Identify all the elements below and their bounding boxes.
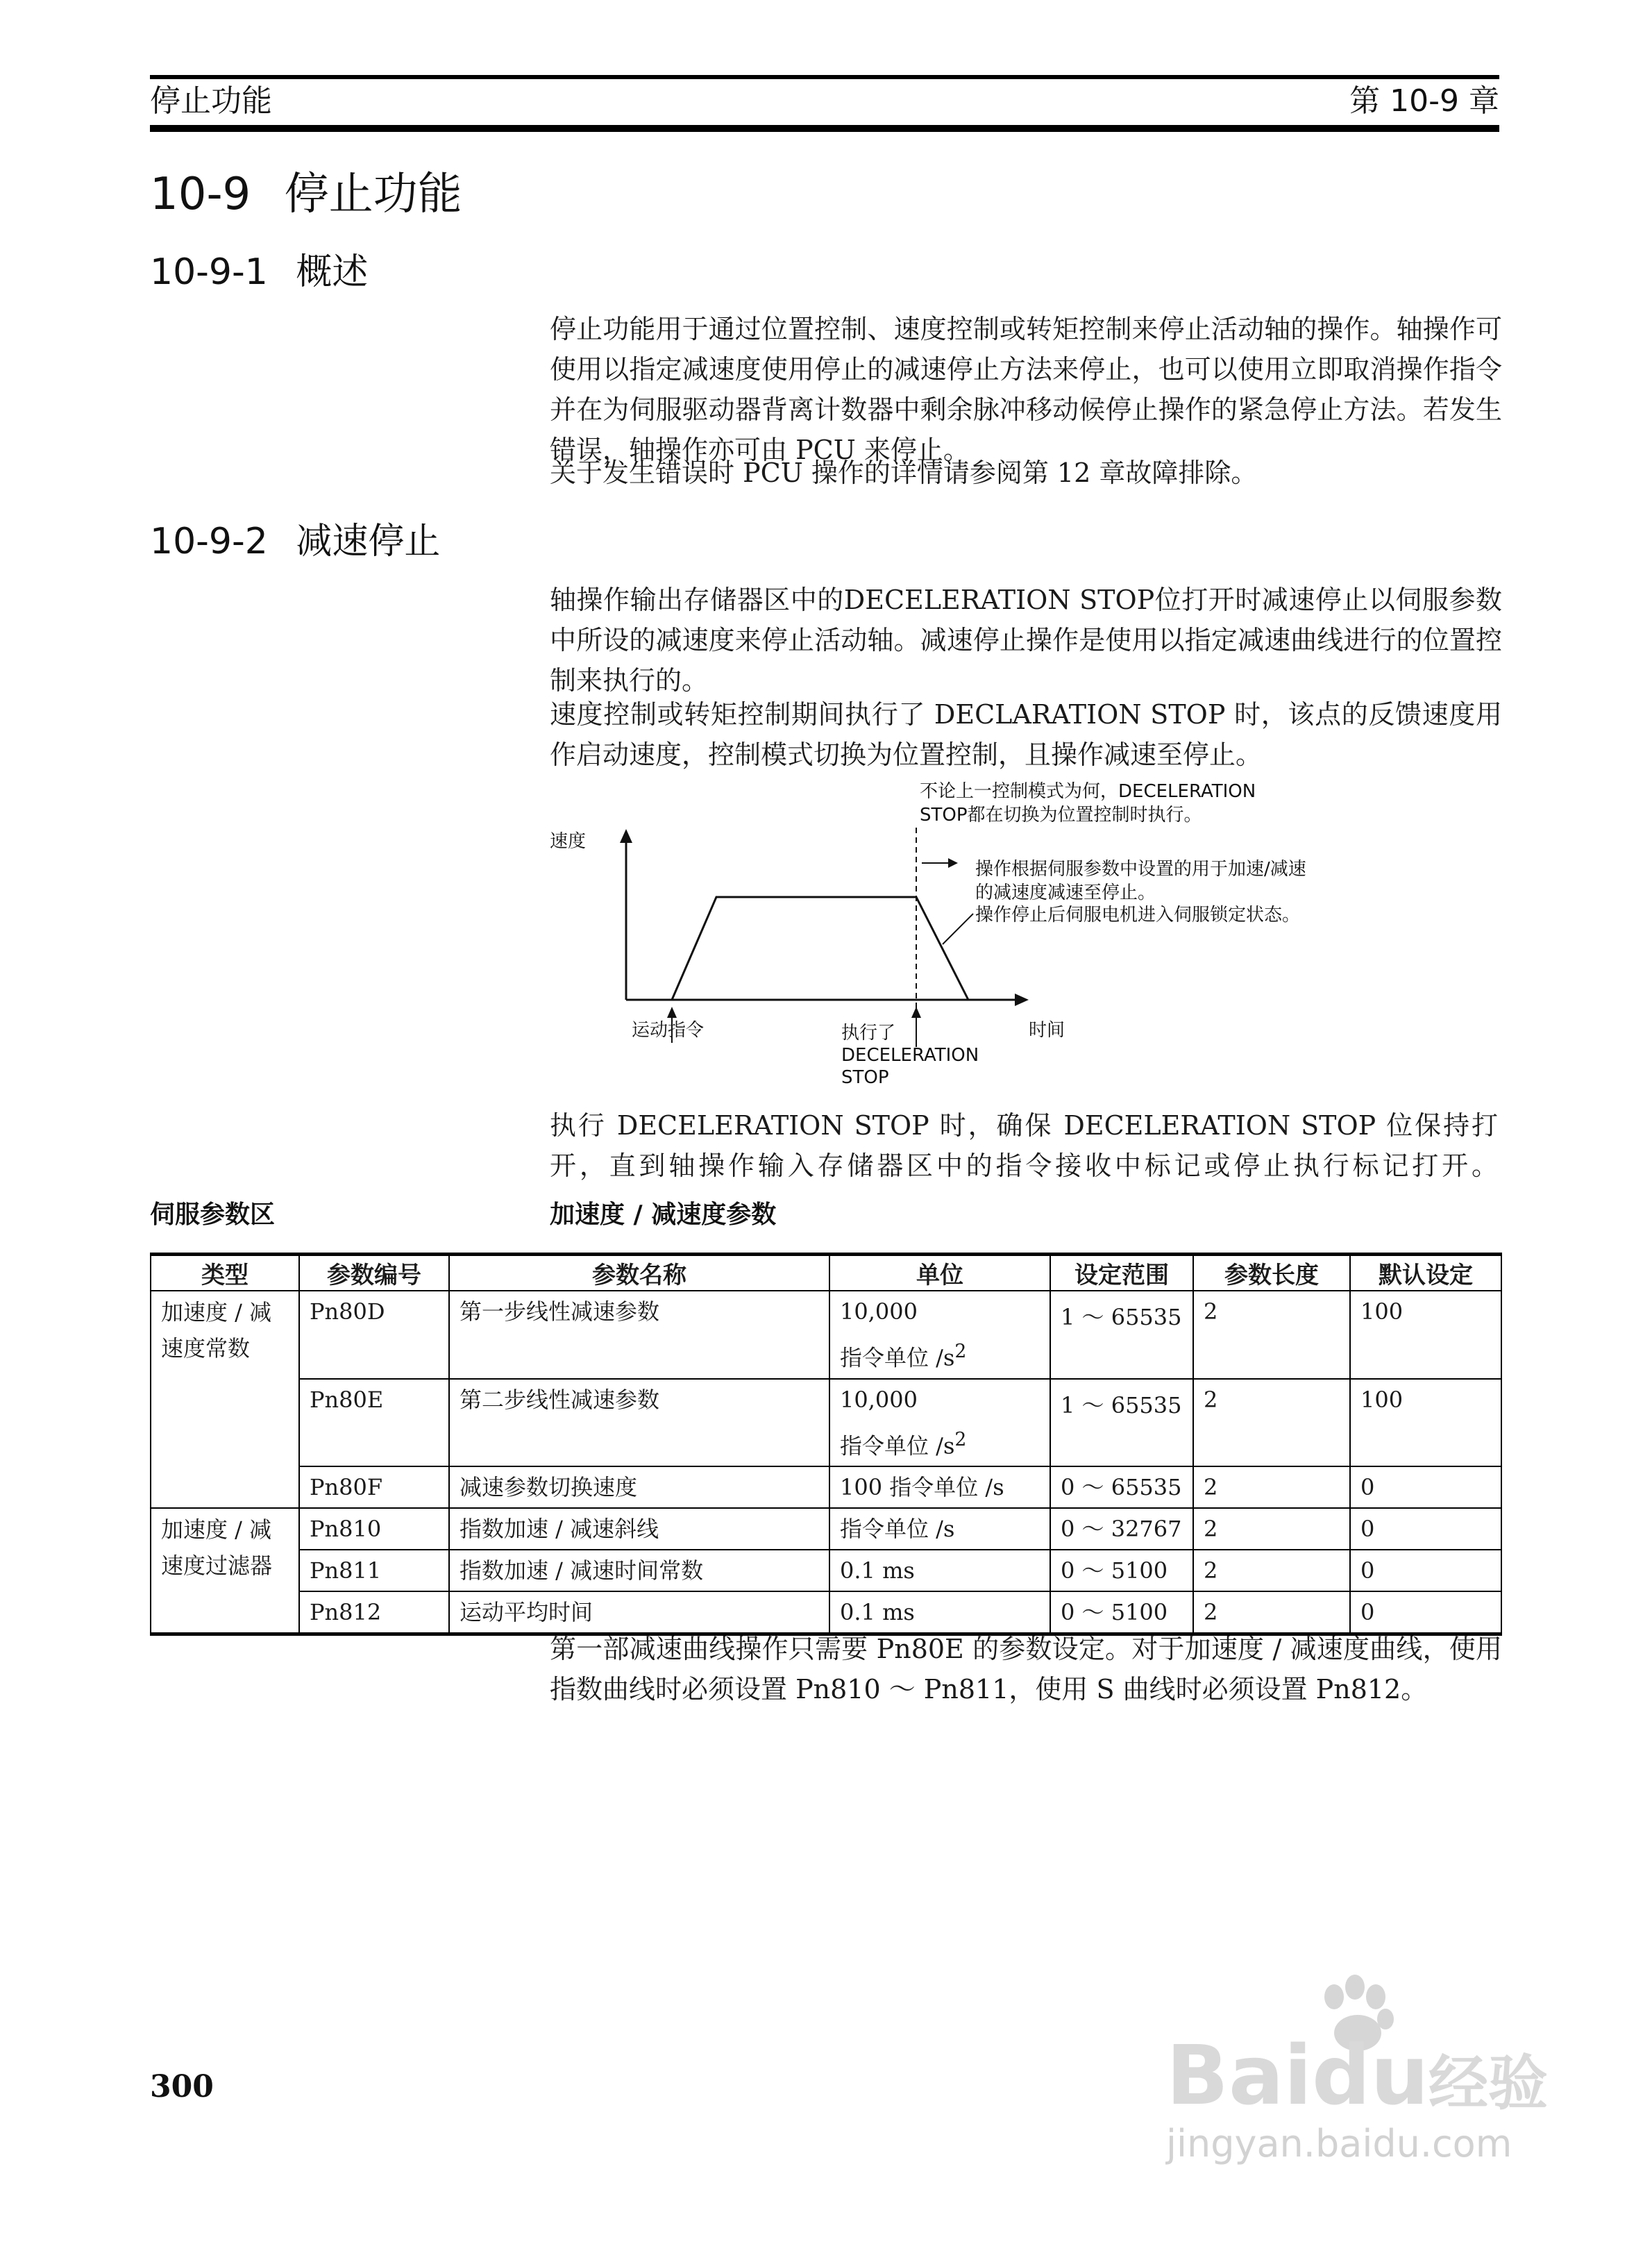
watermark-brand: Baidu [1166, 2027, 1429, 2123]
section-number: 10-9 [150, 169, 251, 220]
default-cell: 0 [1350, 1550, 1501, 1591]
subsection-decel-title [150, 519, 440, 564]
table-row [151, 1508, 1501, 1550]
watermark-cn: 经验 [1428, 2049, 1548, 2118]
diagram-note-top-2: STOP都在切换为位置控制时执行。 [920, 805, 1202, 826]
length-cell: 2 [1193, 1550, 1350, 1591]
table-row [151, 1466, 1501, 1508]
range-cell: 0 ～ 5100 [1050, 1591, 1193, 1634]
length-cell: 2 [1193, 1466, 1350, 1508]
diagram-start-arrowhead [667, 1007, 677, 1018]
type-text: 速度常数 [161, 1335, 251, 1362]
param-no-cell: Pn80F [299, 1466, 449, 1508]
parameter-table [150, 1253, 1502, 1636]
length-cell: 2 [1193, 1379, 1350, 1467]
col-header-range: 设定范围 [1050, 1255, 1193, 1291]
param-name-cell: 指数加速 / 减速斜线 [449, 1508, 829, 1550]
diagram-y-axis-arrow [620, 829, 632, 843]
param-no-cell: Pn812 [299, 1591, 449, 1634]
diagram-note-leader [943, 914, 973, 944]
param-no-cell: Pn80D [299, 1291, 449, 1379]
col-header-param-no: 参数编号 [299, 1255, 449, 1291]
servo-area-label: 伺服参数区 [150, 1200, 276, 1229]
default-cell: 100 [1350, 1379, 1501, 1467]
watermark-url: jingyan.baidu.com [1166, 2122, 1512, 2166]
range-cell: 0 ～ 65535 [1050, 1466, 1193, 1508]
unit-text: 指令单位 $/s^2$ [840, 1428, 967, 1459]
subsection-heading: 减速停止 [296, 521, 441, 562]
diagram-note-right-2: 的减速度减速至停止。 [975, 882, 1156, 903]
length-cell: 2 [1193, 1591, 1350, 1634]
overview-paragraph-2: 关于发生错误时 PCU 操作的详情请参阅第 12 章故障排除。 [550, 458, 1258, 488]
diagram-x-label: 时间 [1029, 1020, 1065, 1041]
param-name-cell: 减速参数切换速度 [449, 1466, 829, 1508]
diagram-y-label: 速度 [550, 831, 587, 852]
diagram-x-axis-arrow [1015, 994, 1029, 1006]
unit-cell: 0.1 ms [829, 1550, 1050, 1591]
type-cell-constant [151, 1291, 299, 1508]
diagram-mode-switch-arrowhead [948, 858, 958, 868]
col-header-param-name: 参数名称 [449, 1255, 829, 1291]
subsection-overview-title [150, 250, 368, 294]
range-cell: 1 ～ 65535 [1050, 1291, 1193, 1379]
unit-cell: 100 指令单位 /s [829, 1466, 1050, 1508]
param-name-cell: 第一步线性减速参数 [449, 1291, 829, 1379]
type-text: 加速度 / 减 [161, 1516, 272, 1543]
page-number: 300 [150, 2069, 214, 2104]
param-no-cell: Pn80E [299, 1379, 449, 1467]
diagram-note-right-1: 操作根据伺服参数中设置的用于加速/减速 [975, 859, 1306, 880]
param-no-cell: Pn810 [299, 1508, 449, 1550]
subsection-number: 10-9-2 [150, 521, 268, 562]
table-header-row [151, 1255, 1501, 1291]
type-text: 速度过滤器 [161, 1552, 273, 1580]
diagram-speed-profile [672, 897, 968, 1000]
baidu-watermark-logo [1138, 1958, 1555, 2166]
section-title [150, 167, 462, 222]
header-rule-top [150, 75, 1499, 79]
range-cell: 1 ～ 65535 [1050, 1379, 1193, 1467]
default-cell: 0 [1350, 1466, 1501, 1508]
type-text: 加速度 / 减 [161, 1299, 272, 1325]
unit-cell: 指令单位 /s [829, 1508, 1050, 1550]
unit-cell [829, 1291, 1050, 1379]
default-cell: 100 [1350, 1291, 1501, 1379]
table-row [151, 1379, 1501, 1467]
closing-paragraph: 第一部减速曲线操作只需要 Pn80E 的参数设定。对于加速度 / 减速度曲线，使用指数曲线时必须设置 Pn810 ～ Pn811，使用 S 曲线时必须设置 Pn812。 [550, 1634, 1502, 1705]
length-cell: 2 [1193, 1291, 1350, 1379]
table-row [151, 1291, 1501, 1379]
unit-cell: 0.1 ms [829, 1591, 1050, 1634]
param-no-cell: Pn811 [299, 1550, 449, 1591]
header-rule-bottom [150, 125, 1499, 132]
col-header-unit: 单位 [829, 1255, 1050, 1291]
range-cell: 0 ～ 32767 [1050, 1508, 1193, 1550]
default-cell: 0 [1350, 1591, 1501, 1634]
section-heading: 停止功能 [284, 169, 462, 220]
header-section-name: 停止功能 [150, 83, 272, 119]
table-row [151, 1550, 1501, 1591]
unit-text: 指令单位 $/s^2$ [840, 1341, 967, 1371]
diagram-exec-label-1: 执行了 [841, 1023, 896, 1044]
col-header-type: 类型 [151, 1255, 299, 1291]
param-name-cell: 第二步线性减速参数 [449, 1379, 829, 1467]
type-cell-filter [151, 1508, 299, 1634]
unit-cell [829, 1379, 1050, 1467]
param-name-cell: 指数加速 / 减速时间常数 [449, 1550, 829, 1591]
overview-paragraph-1: 停止功能用于通过位置控制、速度控制或转矩控制来停止活动轴的操作。轴操作可使用以指定减速度使用停止的减速停止方法来停止，也可以使用立即取消操作指令并在为伺服驱动器背离计数器中剩余脉冲移动候停止操作的紧急停止方法。若发生错误，轴操作亦可由 PCU 来停止。 [550, 314, 1502, 465]
range-cell: 0 ～ 5100 [1050, 1550, 1193, 1591]
diagram-exec-label-3: STOP [841, 1067, 889, 1088]
subsection-heading: 概述 [296, 251, 369, 293]
unit-text: 10,000 [840, 1386, 918, 1413]
col-header-default: 默认设定 [1350, 1255, 1501, 1291]
diagram-exec-arrowhead [911, 1007, 921, 1018]
length-cell: 2 [1193, 1508, 1350, 1550]
decel-paragraph-1: 轴操作输出存储器区中的DECELERATION STOP位打开时减速停止以伺服参数中所设的减速度来停止活动轴。减速停止操作是使用以指定减速曲线进行的位置控制来执行的。 [550, 585, 1502, 696]
default-cell: 0 [1350, 1508, 1501, 1550]
deceleration-stop-diagram [541, 771, 1444, 1097]
col-header-length: 参数长度 [1193, 1255, 1350, 1291]
header-chapter: 第 10-9 章 [1349, 83, 1499, 119]
subsection-number: 10-9-1 [150, 251, 268, 293]
decel-paragraph-2: 速度控制或转矩控制期间执行了 DECLARATION STOP 时，该点的反馈速度用作启动速度，控制模式切换为位置控制，且操作减速至停止。 [550, 699, 1502, 770]
param-name-cell: 运动平均时间 [449, 1591, 829, 1634]
table-row [151, 1591, 1501, 1634]
after-diagram-paragraph: 执行 DECELERATION STOP 时，确保 DECELERATION STOP 位保持打开，直到轴操作输入存储器区中的指令接收中标记或停止执行标记打开。 [550, 1110, 1498, 1181]
diagram-start-label: 运动指令 [632, 1020, 705, 1041]
diagram-note-right-3: 操作停止后伺服电机进入伺服锁定状态。 [975, 905, 1301, 926]
diagram-exec-label-2: DECELERATION [841, 1045, 979, 1066]
table-title: 加速度 / 减速度参数 [550, 1200, 777, 1229]
unit-text: 10,000 [840, 1298, 918, 1325]
diagram-note-top-1: 不论上一控制模式为何，DECELERATION [920, 781, 1256, 802]
